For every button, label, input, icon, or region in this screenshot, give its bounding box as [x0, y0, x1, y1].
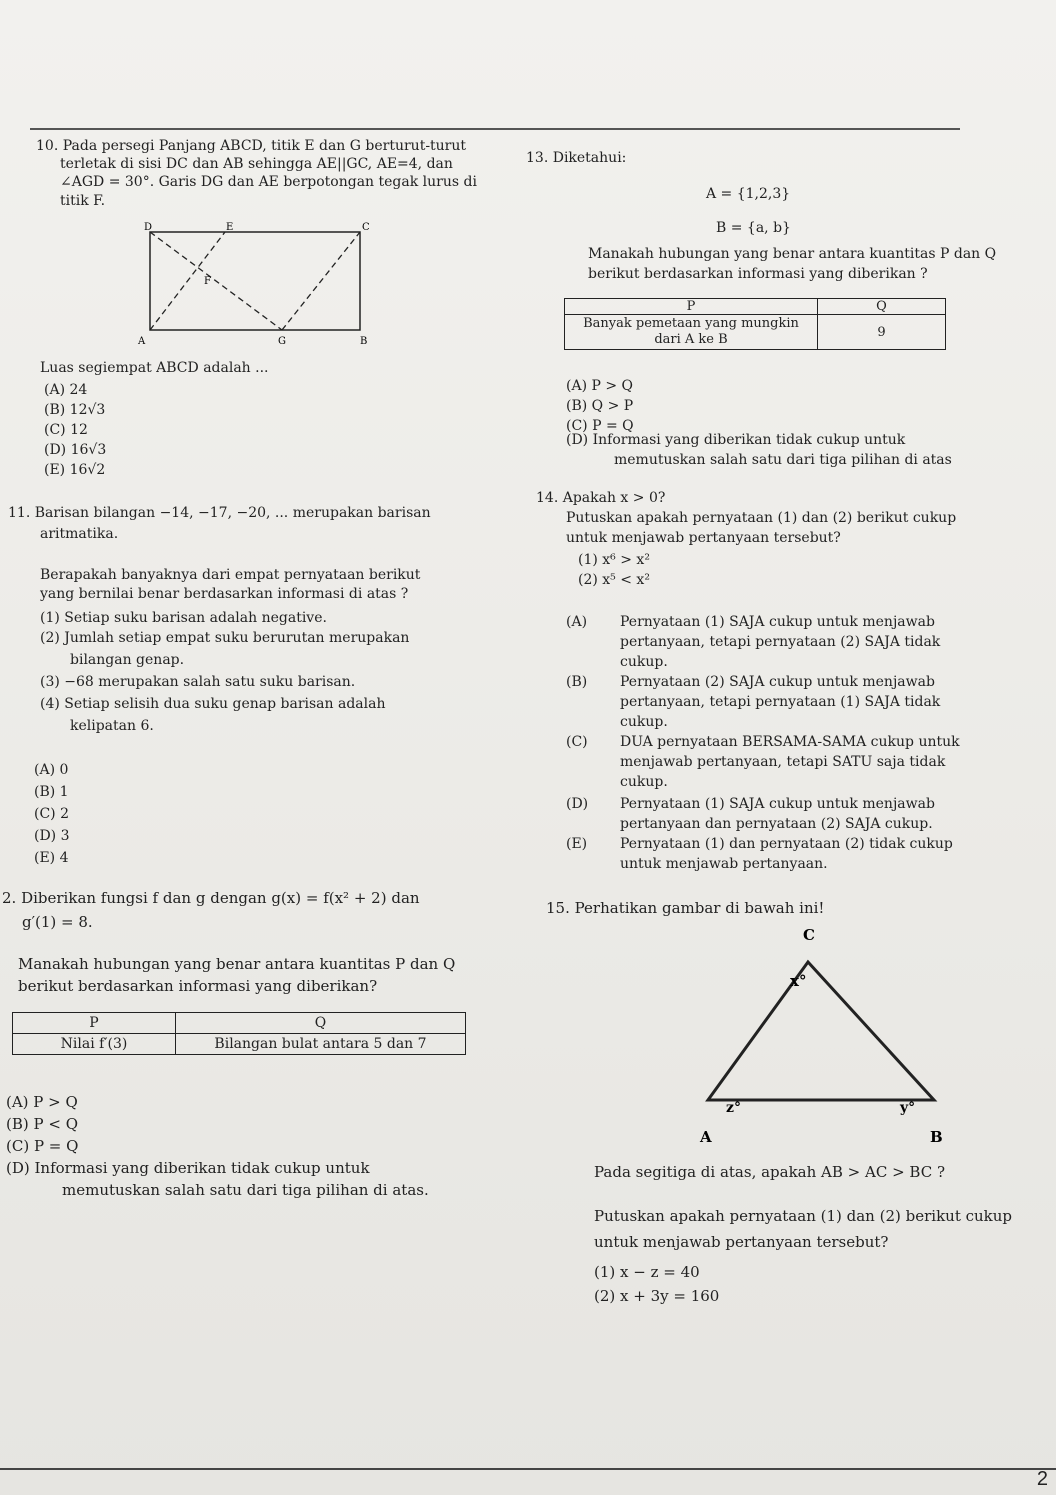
q14-option-b-line3: cukup. — [620, 714, 668, 730]
top-divider — [30, 128, 960, 130]
q14-line2: Putuskan apakah pernyataan (1) dan (2) berikut cukup — [566, 510, 957, 526]
q12-table — [12, 1012, 466, 1055]
q13-line3: berikut berdasarkan informasi yang diberikan ? — [588, 266, 928, 282]
q13-line1: 13. Diketahui: — [526, 150, 627, 166]
q14-option-c-line3: cukup. — [620, 774, 668, 790]
q13-option-c: (C) P = Q — [566, 418, 634, 434]
q12-option-d: (D) Informasi yang diberikan tidak cukup untuk — [6, 1159, 370, 1177]
q11-option-d: (D) 3 — [34, 828, 70, 844]
q14-option-c-label: (C) — [566, 734, 588, 750]
label-A: A — [138, 336, 146, 347]
q10-option-a: (A) 24 — [44, 382, 88, 398]
q15-statement-1: (1) x − z = 40 — [594, 1263, 700, 1281]
q12-line1: 2. Diberikan fungsi f dan g dengan g(x) = f(x² + 2) dan — [2, 889, 420, 907]
q12-option-d-cont: memutuskan salah satu dari tiga pilihan di atas. — [62, 1181, 429, 1199]
q11-line2: aritmatika. — [40, 526, 119, 542]
q14-option-a-line3: cukup. — [620, 654, 668, 670]
q14-statement-1: (1) x⁶ > x² — [578, 552, 650, 568]
q12-line4: berikut berdasarkan informasi yang diberikan? — [18, 977, 378, 995]
q14-option-a-label: (A) — [566, 614, 588, 630]
q13-option-d: (D) Informasi yang diberikan tidak cukup untuk — [566, 432, 906, 448]
q11-line4: yang bernilai benar berdasarkan informasi di atas ? — [40, 586, 409, 602]
q14-option-e-line1: Pernyataan (1) dan pernyataan (2) tidak cukup — [620, 836, 953, 852]
triangle-label-B: B — [930, 1128, 943, 1146]
q10-line2: terletak di sisi DC dan AB sehingga AE||GC, AE=4, dan — [60, 156, 453, 172]
q12-option-b: (B) P < Q — [6, 1115, 78, 1133]
q15-statement-2: (2) x + 3y = 160 — [594, 1287, 720, 1305]
q11-option-e: (E) 4 — [34, 850, 69, 866]
q13-header-p: P — [565, 299, 818, 315]
q14-line3: untuk menjawab pertanyaan tersebut? — [566, 530, 841, 546]
q12-line3: Manakah hubungan yang benar antara kuantitas P dan Q — [18, 955, 456, 973]
q12-option-c: (C) P = Q — [6, 1137, 79, 1155]
q14-option-a-line2: pertanyaan, tetapi pernyataan (2) SAJA tidak — [620, 634, 941, 650]
q14-option-b-line2: pertanyaan, tetapi pernyataan (1) SAJA tidak — [620, 694, 941, 710]
triangle-label-A: A — [700, 1128, 712, 1146]
label-E: E — [226, 222, 234, 233]
q15-line3: Putuskan apakah pernyataan (1) dan (2) berikut cukup — [594, 1207, 1013, 1225]
triangle-label-z: z° — [726, 1100, 741, 1116]
q13-set-a: A = {1,2,3} — [706, 186, 791, 202]
q14-option-d-line2: pertanyaan dan pernyataan (2) SAJA cukup. — [620, 816, 933, 832]
q10-line1: 10. Pada persegi Panjang ABCD, titik E dan G berturut-turut — [36, 138, 467, 154]
label-G: G — [278, 336, 286, 347]
label-F: F — [204, 276, 211, 287]
q14-statement-2: (2) x⁵ < x² — [578, 572, 650, 588]
q11-statement-3: (3) −68 merupakan salah satu suku barisan. — [40, 674, 356, 690]
q13-option-a: (A) P > Q — [566, 378, 634, 394]
triangle-figure — [690, 920, 950, 1150]
q12-header-p: P — [13, 1013, 176, 1034]
q15-line4: untuk menjawab pertanyaan tersebut? — [594, 1233, 889, 1251]
q12-option-a: (A) P > Q — [6, 1093, 78, 1111]
bottom-divider — [0, 1468, 1056, 1470]
q12-header-q: Q — [176, 1013, 466, 1034]
q11-line3: Berapakah banyaknya dari empat pernyataan berikut — [40, 567, 421, 583]
q11-option-c: (C) 2 — [34, 806, 69, 822]
triangle-label-y: y° — [900, 1100, 916, 1116]
q14-option-c-line2: menjawab pertanyaan, tetapi SATU saja tidak — [620, 754, 946, 770]
q14-option-d-line1: Pernyataan (1) SAJA cukup untuk menjawab — [620, 796, 935, 812]
q11-option-b: (B) 1 — [34, 784, 69, 800]
q11-line1: 11. Barisan bilangan −14, −17, −20, ... merupakan barisan — [8, 505, 431, 521]
q13-table — [564, 298, 946, 350]
q12-cell-q: Bilangan bulat antara 5 dan 7 — [176, 1034, 466, 1055]
q14-option-a-line1: Pernyataan (1) SAJA cukup untuk menjawab — [620, 614, 935, 630]
q13-cell-p-line2: dari A ke B — [654, 332, 728, 347]
q10-option-e: (E) 16√2 — [44, 462, 106, 478]
q10-option-b: (B) 12√3 — [44, 402, 106, 418]
q11-statement-1: (1) Setiap suku barisan adalah negative. — [40, 610, 327, 626]
q11-statement-2-cont: bilangan genap. — [70, 652, 185, 668]
q13-header-q: Q — [818, 299, 946, 315]
q14-option-d-label: (D) — [566, 796, 589, 812]
q13-option-d-cont: memutuskan salah satu dari tiga pilihan di atas — [614, 452, 952, 468]
q14-line1: 14. Apakah x > 0? — [536, 490, 666, 506]
q12-cell-p: Nilai f′(3) — [13, 1034, 176, 1055]
q14-option-e-label: (E) — [566, 836, 588, 852]
q13-line2: Manakah hubungan yang benar antara kuantitas P dan Q — [588, 246, 997, 262]
triangle-label-C: C — [803, 926, 815, 944]
q11-statement-2: (2) Jumlah setiap empat suku berurutan merupakan — [40, 630, 410, 646]
q10-option-c: (C) 12 — [44, 422, 88, 438]
q14-option-e-line2: untuk menjawab pertanyaan. — [620, 856, 828, 872]
triangle-label-x: x° — [790, 972, 807, 990]
q14-option-c-line1: DUA pernyataan BERSAMA-SAMA cukup untuk — [620, 734, 960, 750]
q14-option-b-line1: Pernyataan (2) SAJA cukup untuk menjawab — [620, 674, 935, 690]
q12-line2: g′(1) = 8. — [22, 913, 93, 931]
q10-option-d: (D) 16√3 — [44, 442, 107, 458]
page-number: 2 — [1036, 1468, 1048, 1490]
q13-cell-p — [565, 315, 818, 350]
q11-statement-4-cont: kelipatan 6. — [70, 718, 154, 734]
q10-line3: ∠AGD = 30°. Garis DG dan AE berpotongan tegak lurus di — [60, 174, 477, 190]
q11-option-a: (A) 0 — [34, 762, 69, 778]
rectangle-figure — [130, 220, 380, 350]
q13-cell-p-line1: Banyak pemetaan yang mungkin — [583, 316, 799, 331]
label-D: D — [144, 222, 153, 233]
q15-line2: Pada segitiga di atas, apakah AB > AC > BC ? — [594, 1163, 946, 1181]
q13-option-b: (B) Q > P — [566, 398, 634, 414]
q11-statement-4: (4) Setiap selisih dua suku genap barisan adalah — [40, 696, 386, 712]
label-B: B — [360, 336, 368, 347]
q10-question: Luas segiempat ABCD adalah ... — [40, 360, 269, 376]
q10-line4: titik F. — [60, 193, 106, 209]
q15-line1: 15. Perhatikan gambar di bawah ini! — [546, 899, 825, 917]
q14-option-b-label: (B) — [566, 674, 588, 690]
label-C: C — [362, 222, 370, 233]
q13-set-b: B = {a, b} — [716, 220, 791, 236]
q13-cell-q: 9 — [818, 315, 946, 350]
